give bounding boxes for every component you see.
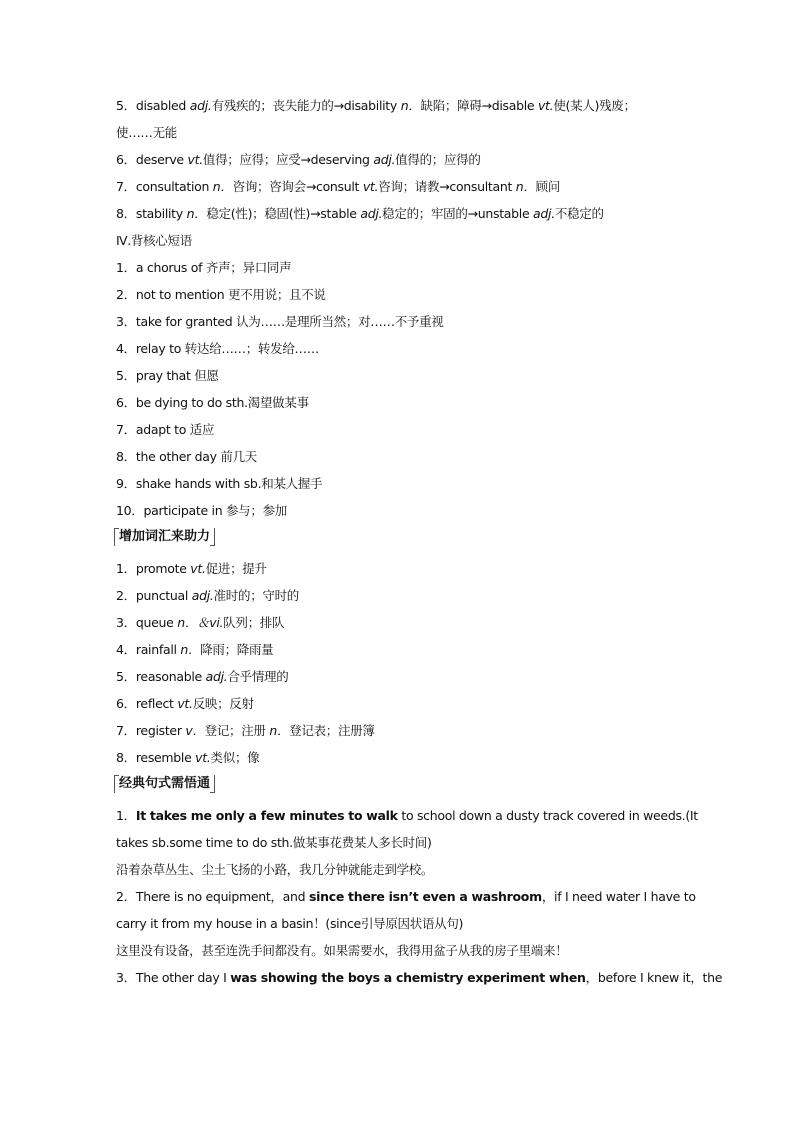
list-item: 7．register v．登记；注册 n．登记表；注册簿 bbox=[116, 723, 375, 738]
list-item: 3．take for granted 认为……是理所当然；对……不予重视 bbox=[116, 314, 444, 329]
sentence-list bbox=[116, 802, 723, 991]
list-item: 6．deserve vt.值得；应得；应受→deserving adj.值得的；应得的 bbox=[116, 152, 481, 167]
section-tag-extra-words: 增加词汇来助力 bbox=[114, 527, 215, 547]
sentence-2-note: carry it from my house in a basin！(since引导原因状语从句) bbox=[116, 916, 464, 931]
section-heading-phrases: Ⅳ.背核心短语 bbox=[116, 233, 192, 248]
section-tag-row bbox=[116, 771, 686, 802]
list-item: 7．adapt to 适应 bbox=[116, 422, 215, 437]
section-tag-row bbox=[116, 524, 686, 555]
sentence-3: 3．The other day I was showing the boys a chemistry experiment when，before I knew it，the bbox=[116, 970, 723, 985]
list-item: 8．stability n．稳定(性)；稳固(性)→stable adj.稳定的；牢固的→unstable adj.不稳定的 bbox=[116, 206, 604, 221]
section-tag-sentences: 经典句式需悟通 bbox=[114, 774, 215, 794]
list-item: 3．queue n．＆vi.队列；排队 bbox=[116, 615, 285, 630]
list-item: 5．disabled adj.有残疾的；丧失能力的→disability n．缺陷；障碍→disable vt.使(某人)残废； bbox=[116, 98, 636, 113]
list-item: 8．resemble vt.类似；像 bbox=[116, 750, 260, 765]
extra-word-list bbox=[116, 555, 686, 771]
phrase-list bbox=[116, 254, 686, 524]
sentence-2-translation: 这里没有设备，甚至连洗手间都没有。如果需要水，我得用盆子从我的房子里端来！ bbox=[116, 943, 568, 958]
list-item: 9．shake hands with sb.和某人握手 bbox=[116, 476, 323, 491]
list-item: 5．pray that 但愿 bbox=[116, 368, 219, 383]
document-page bbox=[116, 92, 723, 991]
sentence-1-note: takes sb.some time to do sth.做某事花费某人多长时间) bbox=[116, 835, 432, 850]
list-item: 8．the other day 前几天 bbox=[116, 449, 257, 464]
list-item: 5．reasonable adj.合乎情理的 bbox=[116, 669, 289, 684]
sentence-1-translation: 沿着杂草丛生、尘土飞扬的小路，我几分钟就能走到学校。 bbox=[116, 862, 434, 877]
list-item: 10．participate in 参与；参加 bbox=[116, 503, 287, 518]
list-item: 7．consultation n．咨询；咨询会→consult vt.咨询；请教→consultant n．顾问 bbox=[116, 179, 561, 194]
list-item: 6．be dying to do sth.渴望做某事 bbox=[116, 395, 309, 410]
sentence-1: 1．It takes me only a few minutes to walk to school down a dusty track covered in weeds.(It bbox=[116, 808, 698, 823]
list-item: 2．punctual adj.准时的；守时的 bbox=[116, 588, 299, 603]
list-item: 1．a chorus of 齐声；异口同声 bbox=[116, 260, 292, 275]
vocab-list bbox=[116, 92, 686, 227]
list-item: 1．promote vt.促进；提升 bbox=[116, 561, 267, 576]
list-item-continuation: 使……无能 bbox=[116, 125, 178, 140]
list-item: 2．not to mention 更不用说；且不说 bbox=[116, 287, 326, 302]
list-item: 6．reflect vt.反映；反射 bbox=[116, 696, 254, 711]
list-item: 4．rainfall n．降雨；降雨量 bbox=[116, 642, 274, 657]
sentence-2: 2．There is no equipment，and since there isn’t even a washroom，if I need water I have to bbox=[116, 889, 696, 904]
list-item: 4．relay to 转达给……；转发给…… bbox=[116, 341, 319, 356]
